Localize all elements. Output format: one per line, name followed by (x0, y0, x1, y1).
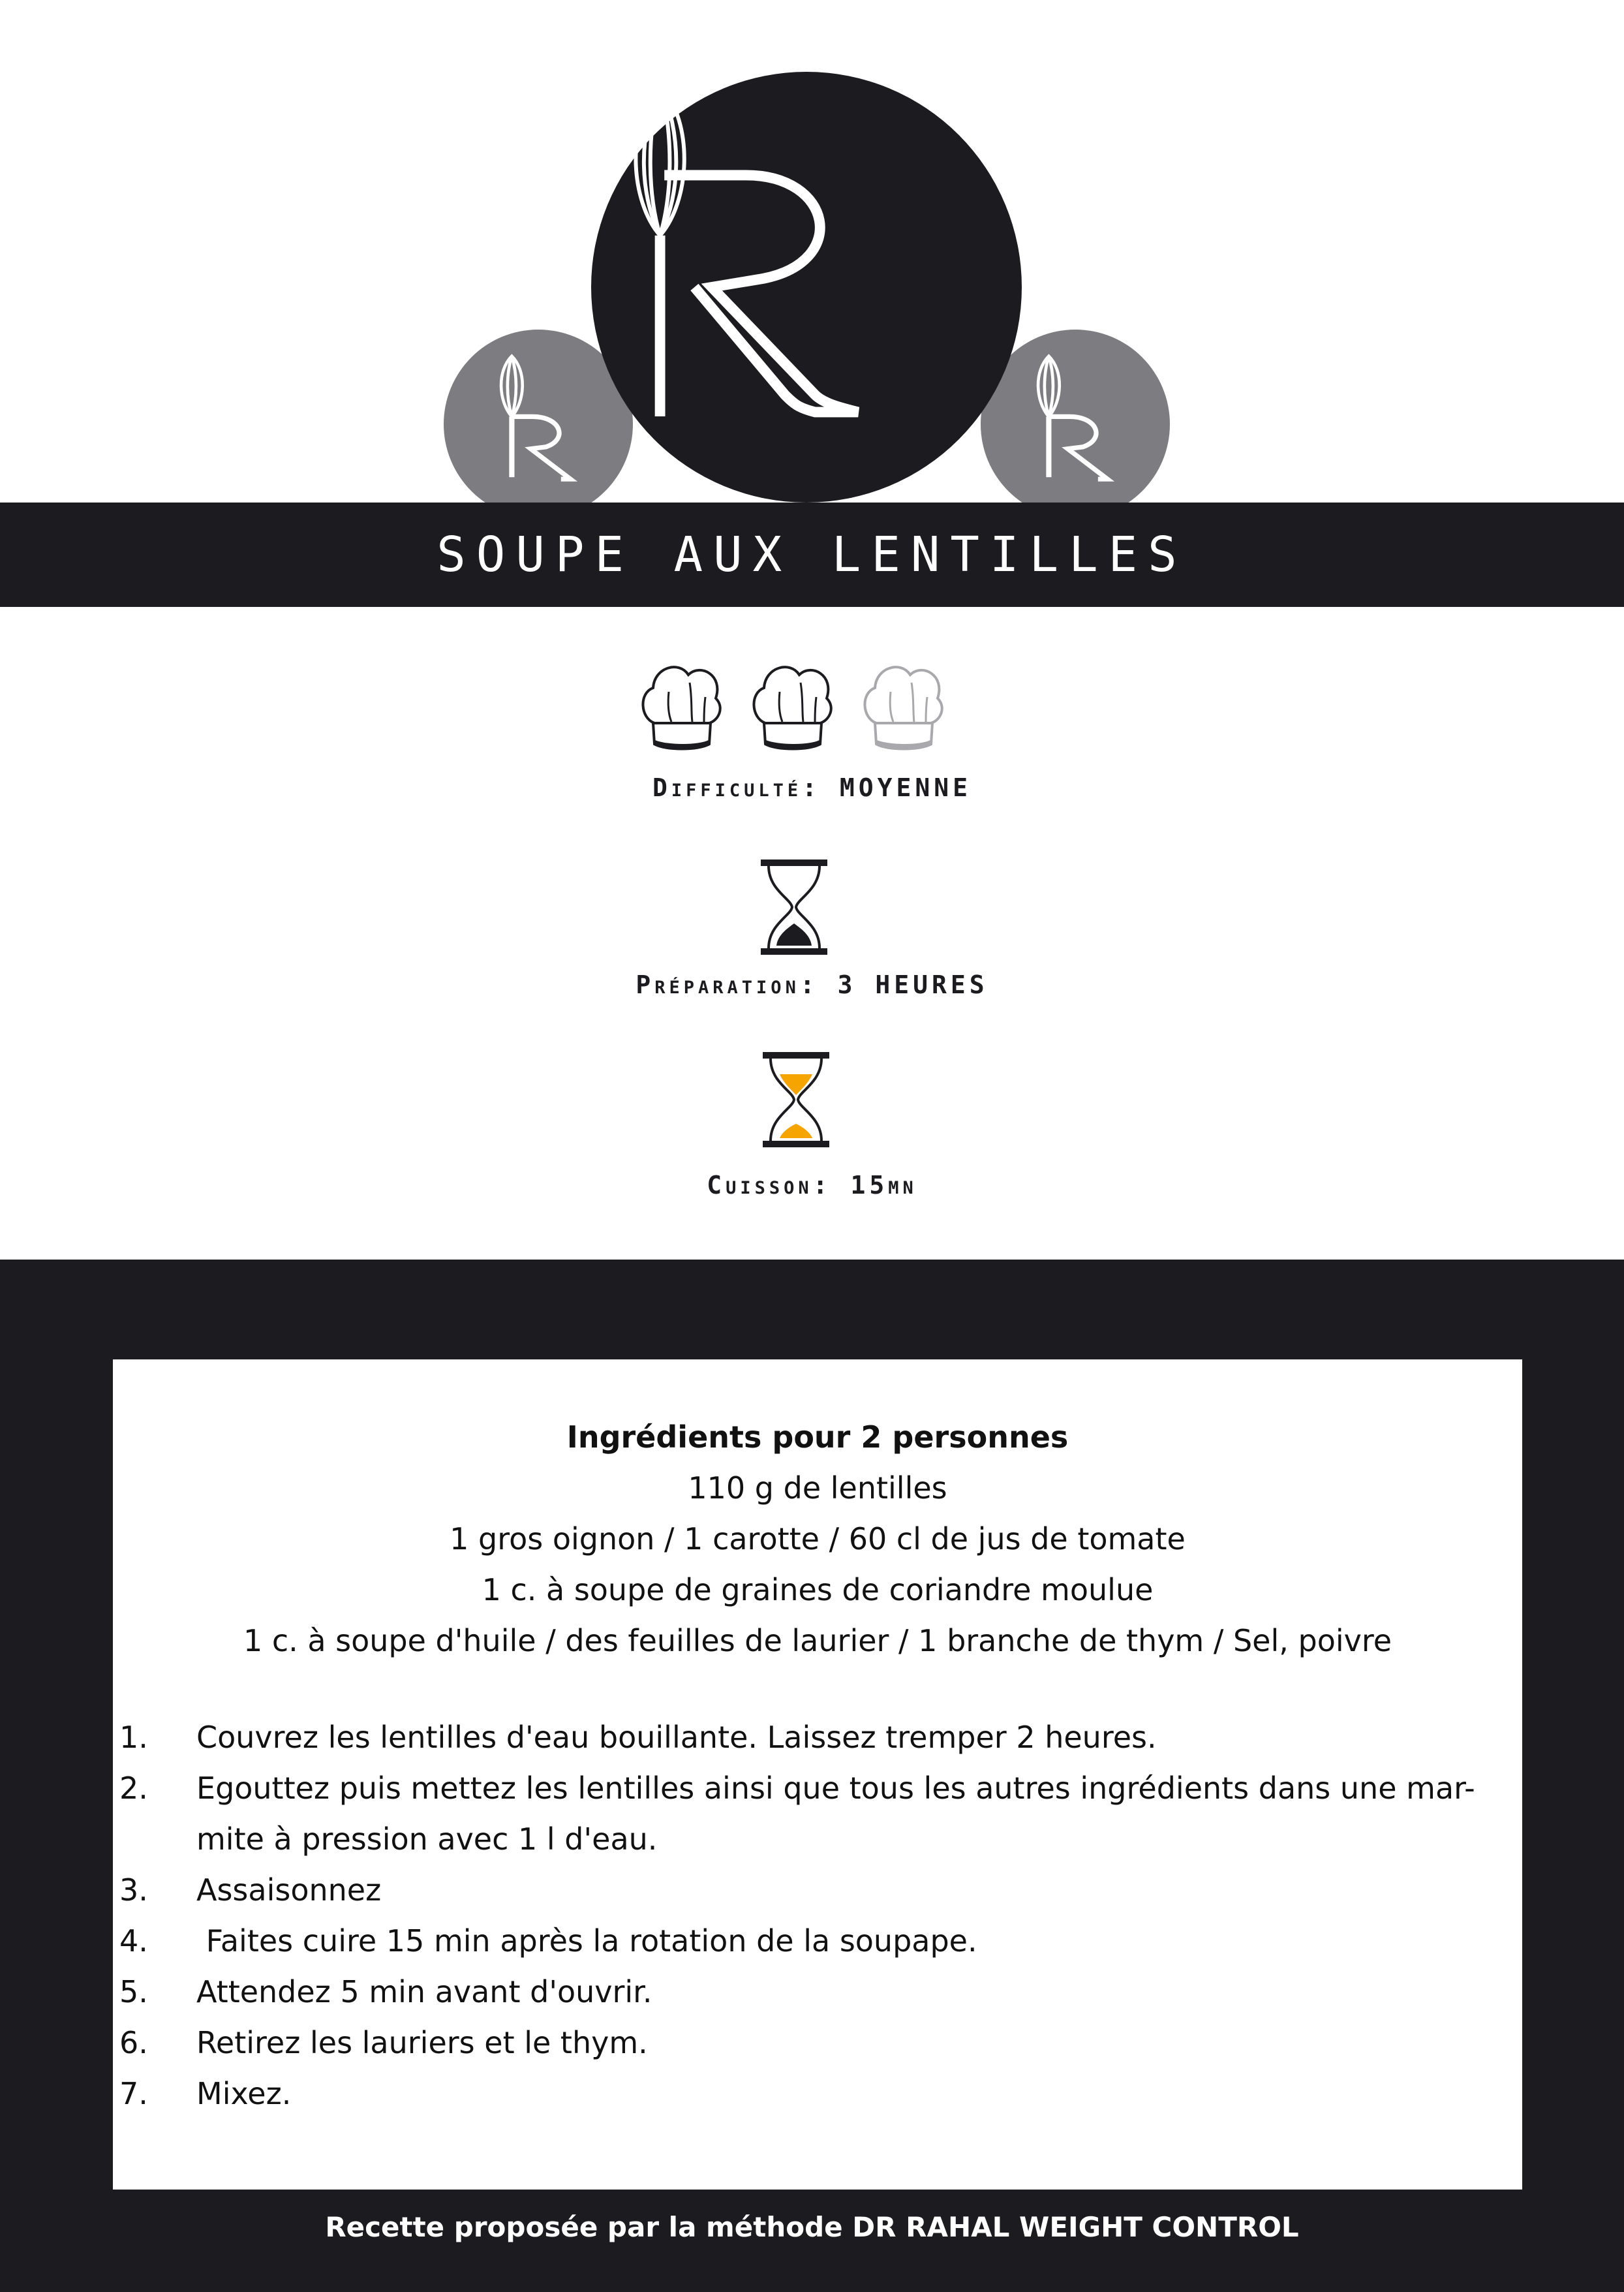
step-text: Couvrez les lentilles d'eau bouillante. Laissez tremper 2 heures. (196, 1720, 1157, 1755)
step-text: Egouttez puis mettez les lentilles ainsi que tous les autres ingrédients dans une mar-mite à pression avec 1 l d'eau. (196, 1771, 1475, 1857)
title-bar (0, 503, 1624, 607)
ingredient-line: 1 gros oignon / 1 carotte / 60 cl de jus de tomate (450, 1521, 1186, 1556)
chef-hat-icon (858, 653, 949, 757)
difficulty-rating (636, 653, 962, 757)
step-text: Assaisonnez (196, 1872, 382, 1908)
ingredients-title: Ingrédients pour 2 personnes (566, 1419, 1069, 1455)
cooking-label: Cuisson: 15mn (707, 1171, 917, 1200)
step-number: 6. (119, 2025, 148, 2060)
step-text: Faites cuire 15 min après la rotation de la soupape. (196, 1923, 977, 1959)
step-number: 3. (119, 1872, 148, 1908)
step-text: Attendez 5 min avant d'ouvrir. (196, 1974, 652, 2009)
step-item (119, 2068, 1490, 2119)
preparation-label: Préparation: 3 HEURES (636, 970, 988, 999)
step-item (119, 1712, 1490, 1763)
chef-hat-icon (636, 653, 728, 757)
step-number: 2. (119, 1771, 148, 1806)
step-number: 1. (119, 1720, 148, 1755)
step-number: 7. (119, 2076, 148, 2111)
whisk-r-logo-icon (591, 72, 1022, 503)
footer-credit: Recette proposée par la méthode DR RAHAL WEIGHT CONTROL (325, 2211, 1299, 2243)
ingredients-section (113, 1412, 1522, 1666)
step-item (119, 2017, 1490, 2068)
step-number: 5. (119, 1974, 148, 2009)
recipe-title: SOUPE AUX LENTILLES (437, 527, 1187, 583)
logo-main (591, 72, 1022, 503)
step-number: 4. (119, 1923, 148, 1959)
steps-list (119, 1712, 1490, 2119)
step-item (119, 1763, 1490, 1865)
chef-hat-icon (747, 653, 838, 757)
step-item (119, 1966, 1490, 2017)
recipe-card (113, 1359, 1522, 2190)
ingredient-line: 110 g de lentilles (688, 1470, 947, 1506)
hourglass-icon (760, 1051, 832, 1149)
step-item (119, 1865, 1490, 1915)
step-text: Mixez. (196, 2076, 292, 2111)
difficulty-label: Difficulté: MOYENNE (652, 773, 972, 802)
hourglass-icon (758, 858, 830, 956)
ingredient-line: 1 c. à soupe d'huile / des feuilles de laurier / 1 branche de thym / Sel, poivre (243, 1623, 1392, 1658)
step-text: Retirez les lauriers et le thym. (196, 2025, 648, 2060)
step-item (119, 1915, 1490, 1966)
ingredient-line: 1 c. à soupe de graines de coriandre moulue (482, 1572, 1154, 1607)
